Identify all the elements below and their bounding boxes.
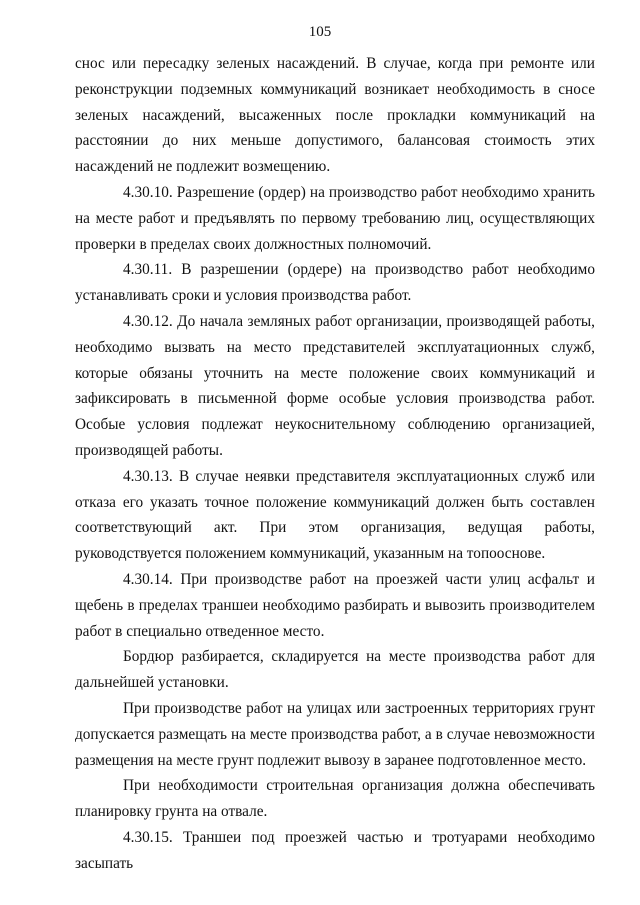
paragraph-soil-placement: При производстве работ на улицах или застроенных территориях грунт допускается размещать на месте производства работ, а в случае невозможности размещения на месте грунт подлежит вывозу в заранее подготовленное место. <box>75 699 595 769</box>
paragraph-4-30-12: 4.30.12. До начала земляных работ организации, производящей работы, необходимо вызвать на место представителей эксплуатационных служб, которые обязаны уточнить на месте положение своих коммуникаций и зафиксировать в письменной форме особые условия производства работ. Особые условия подлежат неукоснительному соблюдению организацией, производящей работы. <box>75 312 595 459</box>
paragraph-4-30-11: 4.30.11. В разрешении (ордере) на производство работ необходимо устанавливать сроки и условия производства работ. <box>75 261 595 305</box>
paragraph-4-30-13: 4.30.13. В случае неявки представителя эксплуатационных служб или отказа его указать точное положение коммуникаций должен быть составлен соответствующий акт. При этом организация, ведущая работы, руководствуется положением коммуникаций, указанным на топооснове. <box>75 467 595 563</box>
paragraph-4-30-14: 4.30.14. При производстве работ на проезжей части улиц асфальт и щебень в пределах траншеи необходимо разбирать и вывозить производителем работ в специально отведенное место. <box>75 570 595 640</box>
paragraph-continuation: снос или пересадку зеленых насаждений. В случае, когда при ремонте или реконструкции подземных коммуникаций возникает необходимость в сносе зеленых насаждений, высаженных после прокладки коммуникаций на расстоянии до них меньше допустимого, балансовая стоимость этих насаждений не подлежит возмещению. <box>75 55 595 176</box>
paragraph-4-30-10: 4.30.10. Разрешение (ордер) на производство работ необходимо хранить на месте работ и предъявлять по первому требованию лиц, осуществляющих проверки в пределах своих должностных полномочий. <box>75 183 595 253</box>
paragraph-curb: Бордюр разбирается, складируется на месте производства работ для дальнейшей установки. <box>75 648 595 692</box>
document-body <box>75 51 595 877</box>
paragraph-4-30-15: 4.30.15. Траншеи под проезжей частью и тротуарами необходимо засыпать <box>75 828 595 872</box>
paragraph-soil-grading: При необходимости строительная организация должна обеспечивать планировку грунта на отвале. <box>75 777 595 821</box>
page-number: 105 <box>308 24 332 40</box>
